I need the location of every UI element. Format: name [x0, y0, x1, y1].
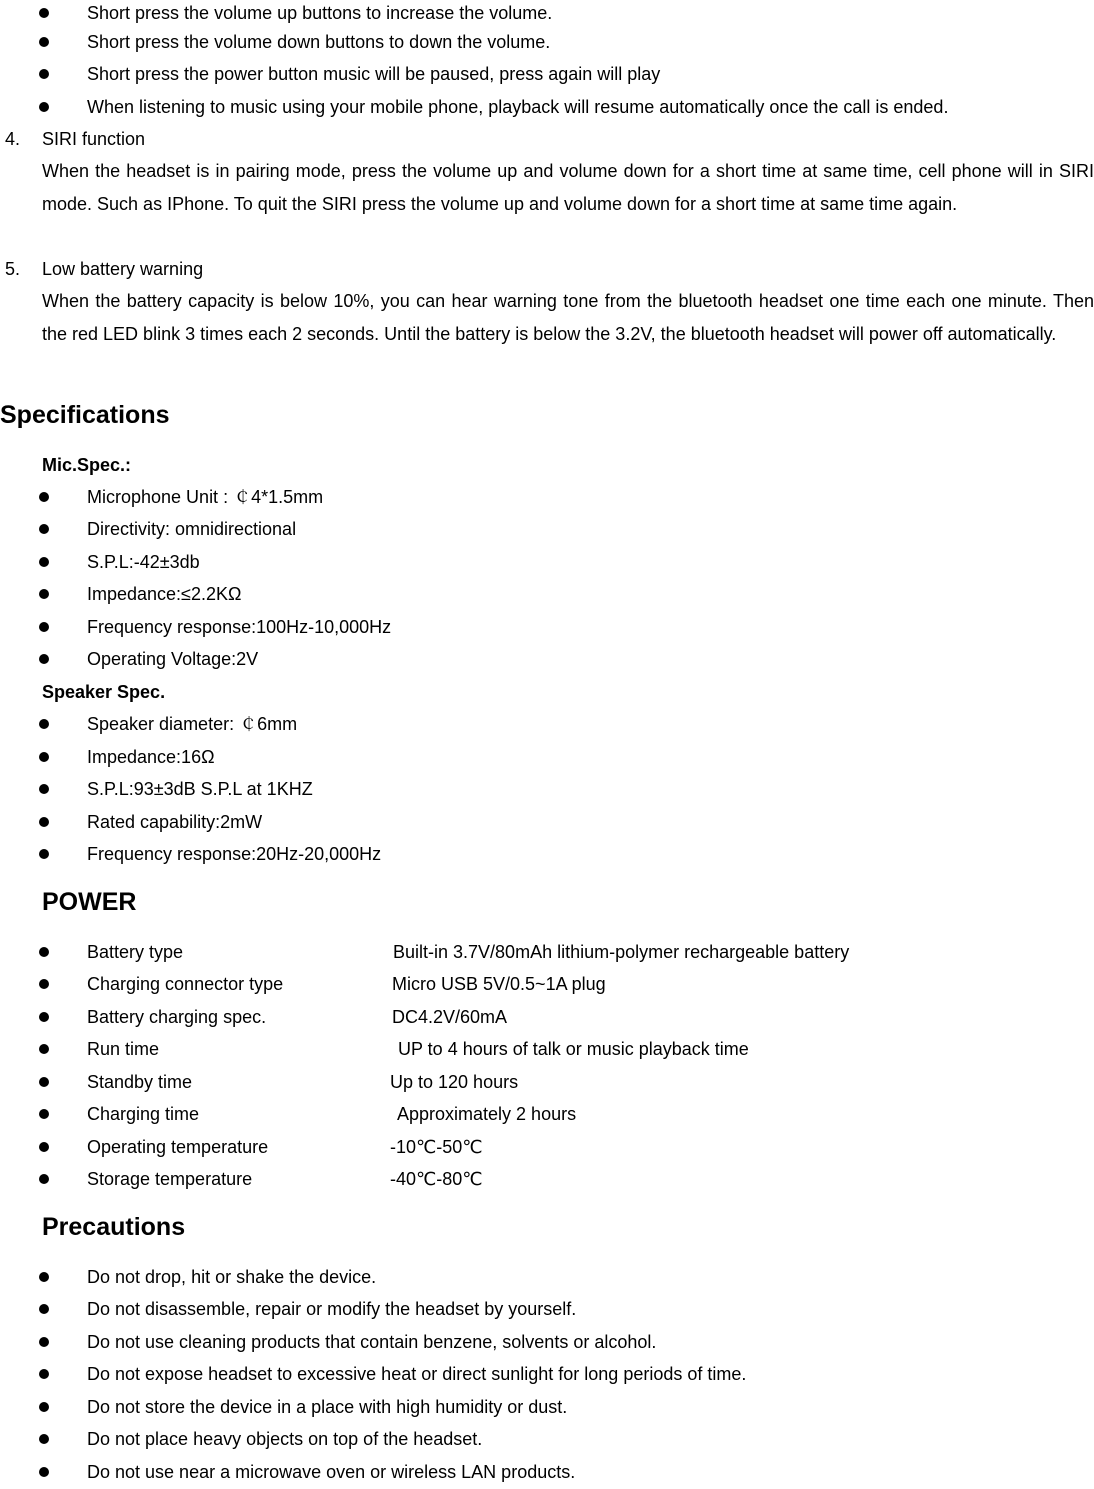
- bullet-text: Do not expose headset to excessive heat or direct sunlight for long periods of time.: [87, 1364, 747, 1384]
- bullet-text: Rated capability:2mW: [87, 812, 263, 832]
- bullet-dot-icon: [39, 1044, 49, 1054]
- power-label: Storage temperature: [87, 1169, 253, 1189]
- section-title: Low battery warning: [42, 259, 204, 279]
- bullet-dot-icon: [39, 1467, 49, 1477]
- bullet-dot-icon: [39, 102, 49, 112]
- bullet-text: Frequency response:100Hz-10,000Hz: [87, 617, 392, 637]
- bullet-dot-icon: [39, 524, 49, 534]
- power-value: Up to 120 hours: [390, 1072, 519, 1092]
- bullet-text: S.P.L:93±3dB S.P.L at 1KHZ: [87, 779, 313, 799]
- bullet-dot-icon: [39, 1369, 49, 1379]
- power-label: Standby time: [87, 1072, 193, 1092]
- bullet-text: Short press the volume down buttons to down the volume.: [87, 32, 551, 52]
- bullet-dot-icon: [39, 784, 49, 794]
- power-value: -10℃-50℃: [390, 1137, 483, 1157]
- bullet-text: Microphone Unit : ￠4*1.5mm: [87, 487, 324, 507]
- power-label: Charging connector type: [87, 974, 284, 994]
- power-label: Run time: [87, 1039, 160, 1059]
- bullet-text: Speaker diameter: ￠6mm: [87, 714, 298, 734]
- power-label: Operating temperature: [87, 1137, 269, 1157]
- bullet-dot-icon: [39, 622, 49, 632]
- specifications-heading: Specifications: [0, 401, 170, 429]
- bullet-dot-icon: [39, 719, 49, 729]
- section-title: SIRI function: [42, 129, 146, 149]
- power-label: Battery charging spec.: [87, 1007, 267, 1027]
- bullet-text: Do not place heavy objects on top of the headset.: [87, 1429, 483, 1449]
- power-label: Battery type: [87, 942, 184, 962]
- bullet-text: Impedance:16Ω: [87, 747, 215, 767]
- bullet-text: Do not disassemble, repair or modify the headset by yourself.: [87, 1299, 577, 1319]
- list-number: 4.: [5, 129, 21, 149]
- bullet-text: Operating Voltage:2V: [87, 649, 259, 669]
- bullet-text: Short press the power button music will be paused, press again will play: [87, 64, 661, 84]
- bullet-text: Directivity: omnidirectional: [87, 519, 297, 539]
- bullet-dot-icon: [39, 979, 49, 989]
- bullet-dot-icon: [39, 849, 49, 859]
- bullet-dot-icon: [39, 589, 49, 599]
- siri-paragraph: When the headset is in pairing mode, press the volume up and volume down for a short time at same time, cell phone will in SIRI mode. Such as IPhone. To quit the SIRI press the volume up and volume down for a short time at same time again.: [42, 161, 1094, 214]
- power-value: UP to 4 hours of talk or music playback time: [398, 1039, 749, 1059]
- bullet-dot-icon: [39, 69, 49, 79]
- bullet-dot-icon: [39, 37, 49, 47]
- bullet-dot-icon: [39, 752, 49, 762]
- power-value: Built-in 3.7V/80mAh lithium-polymer rechargeable battery: [393, 942, 850, 962]
- bullet-text: Frequency response:20Hz-20,000Hz: [87, 844, 382, 864]
- list-number: 5.: [5, 259, 21, 279]
- bullet-dot-icon: [39, 654, 49, 664]
- power-heading: POWER: [42, 888, 137, 916]
- power-label: Charging time: [87, 1104, 200, 1124]
- power-value: -40℃-80℃: [390, 1169, 483, 1189]
- power-value: DC4.2V/60mA: [392, 1007, 508, 1027]
- precautions-heading: Precautions: [42, 1213, 186, 1241]
- mic-spec-heading: Mic.Spec.:: [42, 455, 132, 475]
- bullet-dot-icon: [39, 492, 49, 502]
- bullet-dot-icon: [39, 1337, 49, 1347]
- bullet-text: Impedance:≤2.2KΩ: [87, 584, 242, 604]
- bullet-dot-icon: [39, 1304, 49, 1314]
- bullet-dot-icon: [39, 1142, 49, 1152]
- bullet-dot-icon: [39, 1109, 49, 1119]
- bullet-dot-icon: [39, 8, 49, 18]
- power-value: Micro USB 5V/0.5~1A plug: [392, 974, 606, 994]
- bullet-dot-icon: [39, 817, 49, 827]
- bullet-text: S.P.L:-42±3db: [87, 552, 200, 572]
- bullet-dot-icon: [39, 1077, 49, 1087]
- bullet-dot-icon: [39, 1012, 49, 1022]
- battery-paragraph: When the battery capacity is below 10%, you can hear warning tone from the bluetooth headset one time each one minute. Then the red LED blink 3 times each 2 seconds. Until the battery is below the 3.2V, the bluetooth headset will power off automatically.: [42, 291, 1094, 344]
- bullet-text: Do not store the device in a place with high humidity or dust.: [87, 1397, 568, 1417]
- speaker-spec-heading: Speaker Spec.: [42, 682, 166, 702]
- bullet-dot-icon: [39, 1434, 49, 1444]
- bullet-dot-icon: [39, 1174, 49, 1184]
- power-value: Approximately 2 hours: [397, 1104, 577, 1124]
- bullet-text: Do not use near a microwave oven or wireless LAN products.: [87, 1462, 576, 1482]
- bullet-text: Do not use cleaning products that contain benzene, solvents or alcohol.: [87, 1332, 657, 1352]
- bullet-dot-icon: [39, 1402, 49, 1412]
- bullet-dot-icon: [39, 947, 49, 957]
- bullet-dot-icon: [39, 557, 49, 567]
- bullet-text: Short press the volume up buttons to increase the volume.: [87, 3, 553, 23]
- bullet-text: When listening to music using your mobile phone, playback will resume automatically once the call is ended.: [87, 97, 949, 117]
- bullet-dot-icon: [39, 1272, 49, 1282]
- bullet-text: Do not drop, hit or shake the device.: [87, 1267, 377, 1287]
